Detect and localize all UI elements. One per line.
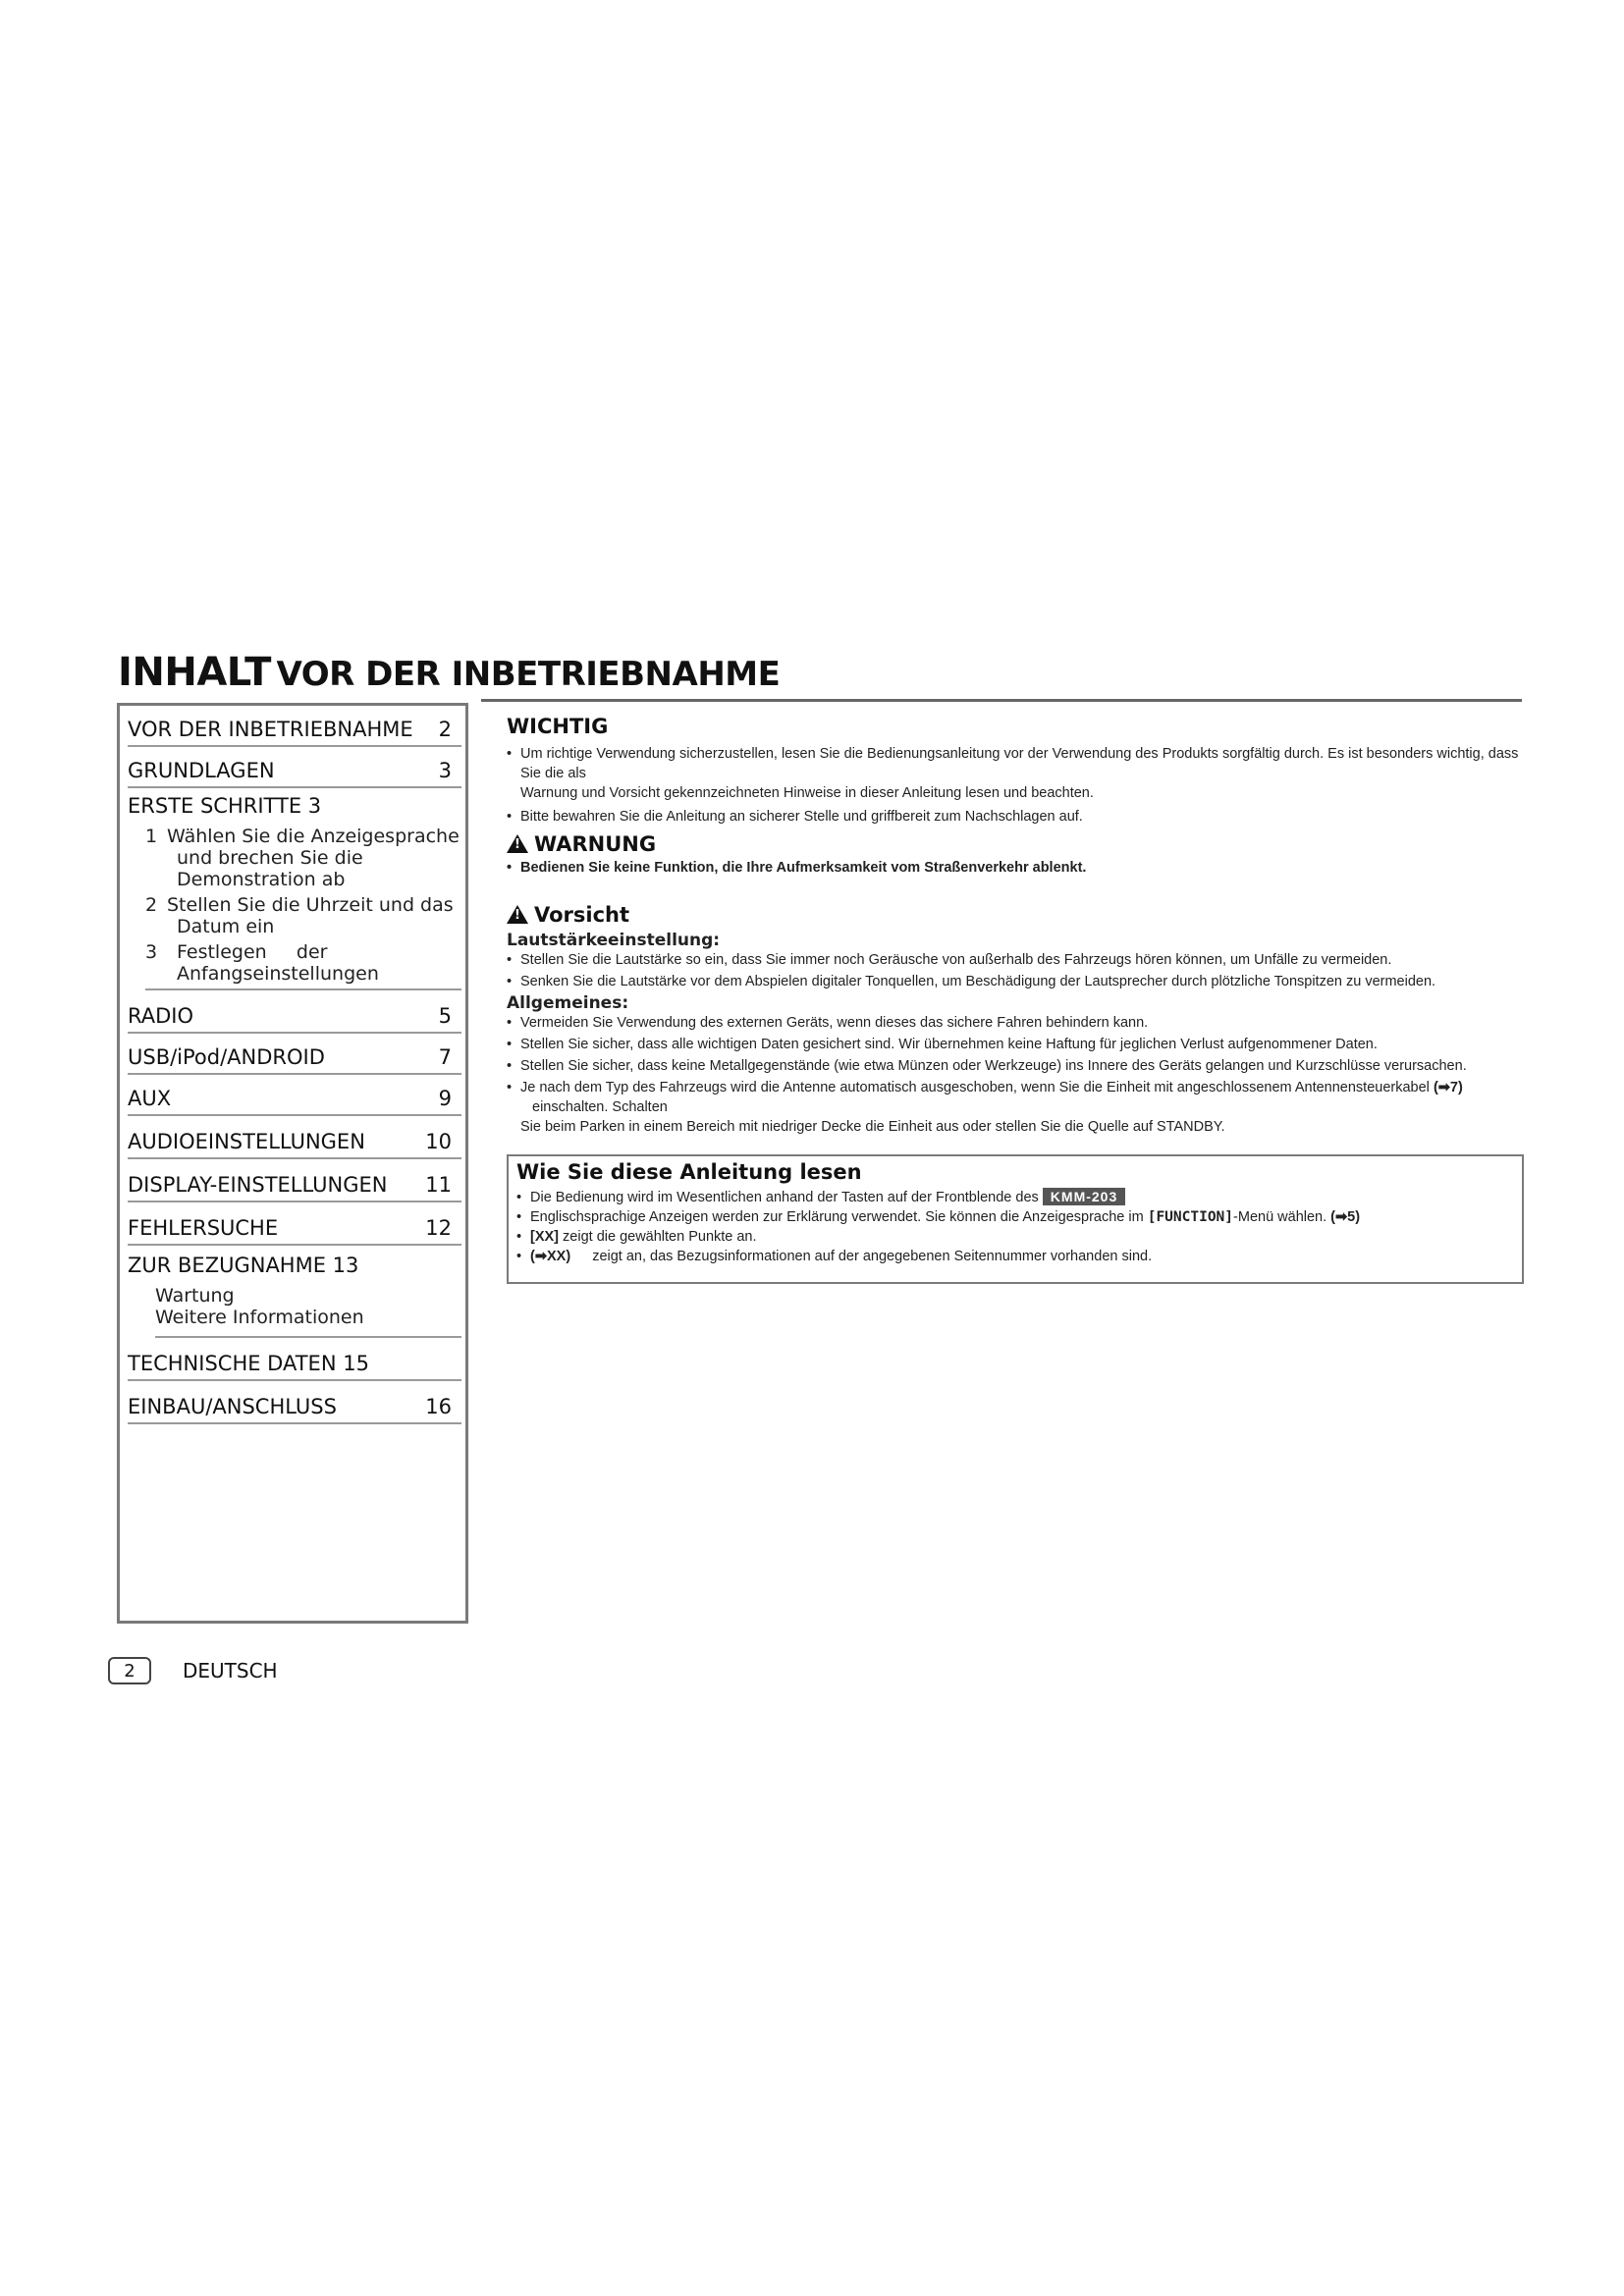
- howto-body: [516, 1188, 1514, 1266]
- toc-sub-item-3[interactable]: 3 Festlegen der Anfangseinstellungen: [145, 941, 461, 990]
- warning-triangle-icon: [507, 834, 528, 853]
- howto-title: Wie Sie diese Anleitung lesen: [516, 1160, 862, 1184]
- function-key-label: [FUNCTION]: [1147, 1209, 1234, 1225]
- howto-bullet-3: • [XX] zeigt die gewählten Punkte an.: [516, 1227, 1514, 1247]
- toc-note-weitere-informationen[interactable]: Weitere Informationen: [155, 1307, 364, 1328]
- toc-entry-vor-der-inbetriebnahme[interactable]: VOR DER INBETRIEBNAHME 2: [128, 708, 461, 747]
- vorsicht-body: [507, 931, 1524, 1137]
- toc-entry-zur-bezugnahme[interactable]: ZUR BEZUGNAHME 13: [128, 1254, 359, 1277]
- toc-note-wartung[interactable]: Wartung: [155, 1285, 235, 1307]
- heading-rule: [481, 699, 1522, 702]
- howto-bullet-4: • (➡XX) zeigt an, das Bezugsinformationen auf der angegebenen Seitennummer vorhanden sind.: [516, 1247, 1514, 1266]
- toc-entry-erste-schritte[interactable]: ERSTE SCHRITTE 3: [128, 794, 322, 818]
- page-heading: [118, 650, 780, 695]
- model-badge: KMM-203: [1043, 1188, 1125, 1205]
- heading-title: INHALT: [118, 650, 271, 695]
- wichtig-bullet-2: • Bitte bewahren Sie die Anleitung an sicherer Stelle und griffbereit zum Nachschlagen auf.: [507, 807, 1524, 827]
- howto-bullet-1: • Die Bedienung wird im Wesentlichen anhand der Tasten auf der Frontblende des KMM-203: [516, 1188, 1514, 1207]
- page-footer: [108, 1657, 278, 1684]
- vorsicht-subheading-allgemeines: Allgemeines:: [507, 993, 629, 1013]
- toc-entry-technische-daten[interactable]: TECHNISCHE DATEN 15: [128, 1342, 461, 1381]
- page-reference-link[interactable]: (➡7): [1433, 1080, 1463, 1095]
- toc-reference-notes: [155, 1285, 461, 1338]
- warnung-bullet-1: • Bedienen Sie keine Funktion, die Ihre Aufmerksamkeit vom Straßenverkehr ablenkt.: [507, 858, 1524, 878]
- toc-entry-aux[interactable]: AUX 9: [128, 1077, 461, 1116]
- vorsicht-title: !Vorsicht: [507, 903, 629, 927]
- warnung-body: [507, 858, 1524, 878]
- vorsicht-bullet-a2: • Stellen Sie sicher, dass alle wichtigen Daten gesichert sind. Wir übernehmen keine Haftung für jeglichen Verlust aufgenommener Daten.: [507, 1035, 1524, 1054]
- toc-entry-fehlersuche[interactable]: FEHLERSUCHE 12: [128, 1204, 461, 1246]
- key-notation-label: [XX]: [530, 1229, 559, 1245]
- howto-box: [507, 1154, 1524, 1284]
- toc-sub-item-2[interactable]: 2 Stellen Sie die Uhrzeit und das Datum ein: [145, 894, 454, 937]
- toc-entry-radio[interactable]: RADIO 5: [128, 994, 461, 1034]
- toc-sub-item-1[interactable]: 1 Wählen Sie die Anzeigesprache und brechen Sie die Demonstration ab: [145, 826, 460, 890]
- howto-bullet-2: • Englischsprachige Anzeigen werden zur Erklärung verwendet. Sie können die Anzeigesprache im [FUNCTION]-Menü wählen. (➡5): [516, 1207, 1514, 1227]
- page-reference-link[interactable]: (➡5): [1330, 1209, 1361, 1225]
- wichtig-bullet-1: • Um richtige Verwendung sicherzustellen, lesen Sie die Bedienungsanleitung vor der Verwendung des Produkts sorgfältig durch. Es ist besonders wichtig, dass Sie die als Warnung und Vorsicht gekennzeichneten Hinweise in dieser Anleitung lesen und beachten.: [507, 744, 1524, 803]
- wichtig-title: WICHTIG: [507, 715, 609, 738]
- warnung-title: !WARNUNG: [507, 832, 656, 856]
- vorsicht-bullet-a4: • Je nach dem Typ des Fahrzeugs wird die Antenne automatisch ausgeschoben, wenn Sie die Einheit mit angeschlossenem Antennensteuerkabel (➡7) einschalten. Schalten Sie beim Parken in einem Bereich mit niedriger Decke die Einheit aus oder stellen Sie die Quelle auf STANDBY.: [507, 1078, 1524, 1137]
- table-of-contents: [117, 703, 468, 1624]
- toc-entry-display-einstellungen[interactable]: DISPLAY-EINSTELLUNGEN 11: [128, 1161, 461, 1202]
- wichtig-body: [507, 744, 1524, 827]
- toc-entry-einbau-anschluss[interactable]: EINBAU/ANSCHLUSS 16: [128, 1383, 461, 1424]
- vorsicht-subheading-lautstaerke: Lautstärkeeinstellung:: [507, 931, 721, 950]
- reference-notation-label: (➡XX): [530, 1249, 571, 1264]
- toc-entry-audioeinstellungen[interactable]: AUDIOEINSTELLUNGEN 10: [128, 1118, 461, 1159]
- toc-entry-grundlagen[interactable]: GRUNDLAGEN 3: [128, 749, 461, 788]
- page-number: 2: [108, 1657, 151, 1684]
- vorsicht-bullet-a1: • Vermeiden Sie Verwendung des externen Geräts, wenn dieses das sichere Fahren behindern kann.: [507, 1013, 1524, 1033]
- heading-subtitle: VOR DER INBETRIEBNAHME: [276, 655, 781, 694]
- caution-triangle-icon: [507, 905, 528, 924]
- footer-language: DEUTSCH: [183, 1659, 278, 1682]
- vorsicht-bullet-l2: • Senken Sie die Lautstärke vor dem Abspielen digitaler Tonquellen, um Beschädigung der Lautsprecher durch plötzliche Tonspitzen zu vermeiden.: [507, 972, 1524, 991]
- vorsicht-bullet-l1: • Stellen Sie die Lautstärke so ein, dass Sie immer noch Geräusche von außerhalb des Fahrzeugs hören können, um Unfälle zu vermeiden.: [507, 950, 1524, 970]
- toc-entry-usb-ipod-android[interactable]: USB/iPod/ANDROID 7: [128, 1036, 461, 1075]
- vorsicht-bullet-a3: • Stellen Sie sicher, dass keine Metallgegenstände (wie etwa Münzen oder Werkzeuge) ins Innere des Geräts gelangen und Kurzschlüsse verursachen.: [507, 1056, 1524, 1076]
